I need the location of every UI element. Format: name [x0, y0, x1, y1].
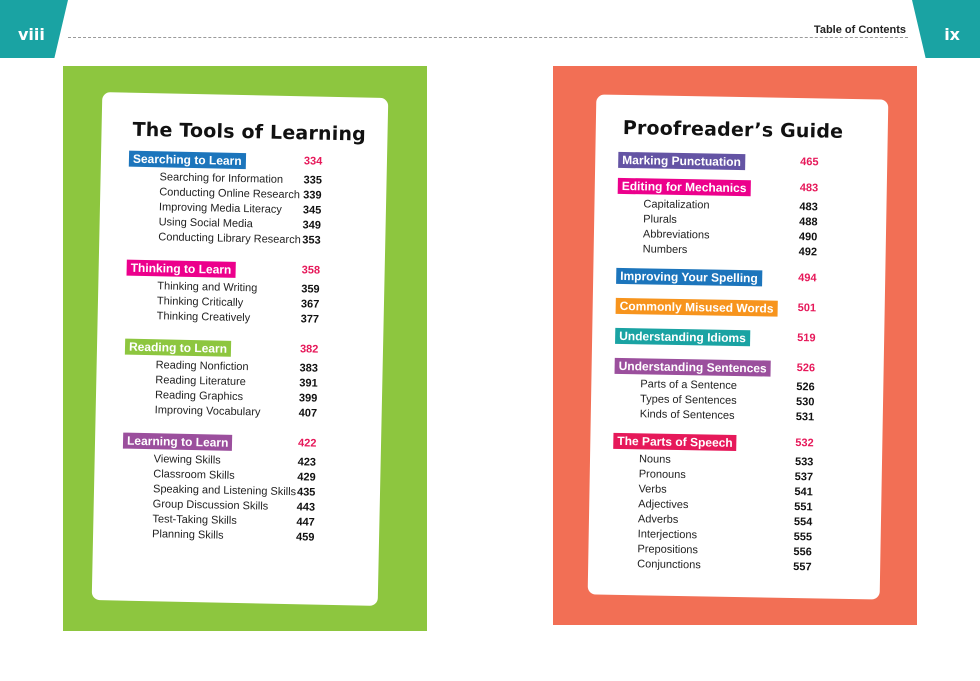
section-page-number: 526	[796, 362, 816, 375]
entry-title: Interjections	[637, 528, 698, 542]
entry-page-number: 551	[794, 501, 813, 514]
section-heading	[127, 260, 367, 281]
entry-page-number: 345	[302, 204, 322, 217]
section-page-number: 494	[798, 272, 817, 285]
entry-page-number: 377	[300, 313, 320, 326]
entry-page-number: 490	[798, 231, 818, 244]
entry-title: Numbers	[642, 243, 688, 257]
entry-page-number: 556	[793, 545, 812, 559]
section-heading	[618, 178, 858, 198]
entry-page-number: 483	[799, 201, 818, 214]
entry-page-number: 530	[795, 396, 815, 409]
entry-page-number: 537	[794, 471, 814, 484]
section-heading	[613, 433, 853, 453]
header-rule	[68, 37, 908, 38]
entry-title: Conducting Library Research	[158, 231, 301, 247]
entry-title: Viewing Skills	[153, 453, 221, 467]
section-entry-list	[121, 452, 363, 547]
entry-page-number: 526	[796, 381, 815, 394]
left-page-number: viii	[18, 25, 45, 44]
toc-entry	[614, 407, 854, 426]
section-heading	[618, 152, 858, 172]
entry-title: Pronouns	[638, 468, 686, 482]
entry-page-number: 335	[303, 174, 323, 187]
entry-page-number: 339	[303, 189, 322, 202]
section-entry-list	[618, 171, 858, 175]
entry-title: Group Discussion Skills	[152, 498, 269, 513]
section-learning-to-learn	[121, 433, 363, 547]
toc-entry	[611, 557, 851, 576]
section-label: Thinking to Learn	[127, 260, 236, 278]
section-heading	[615, 358, 855, 378]
entry-title: Conjunctions	[637, 558, 701, 572]
section-searching-to-learn	[127, 151, 369, 250]
section-understanding-sentences	[614, 358, 855, 426]
entry-title: Searching for Information	[159, 171, 284, 186]
section-entry-list	[127, 170, 369, 250]
entry-page-number: 443	[296, 501, 316, 514]
entry-page-number: 391	[299, 377, 318, 390]
entry-title: Reading Nonfiction	[155, 359, 249, 374]
section-heading	[615, 328, 855, 348]
section-heading	[125, 339, 365, 360]
entry-title: Classroom Skills	[153, 468, 235, 482]
section-entry-list	[611, 452, 853, 576]
entry-page-number: 349	[302, 219, 322, 232]
entry-title: Using Social Media	[158, 216, 253, 231]
section-page-number: 519	[797, 332, 816, 345]
section-editing-for-mechanics	[617, 178, 858, 261]
entry-title: Kinds of Sentences	[639, 408, 735, 422]
section-heading	[616, 298, 856, 318]
section-entry-list	[616, 317, 856, 321]
section-entry-list	[615, 347, 855, 351]
entry-title: Thinking Creatively	[156, 310, 251, 325]
entry-page-number: 429	[297, 471, 316, 484]
entry-title: Conducting Online Research	[159, 186, 300, 202]
entry-title: Thinking and Writing	[157, 280, 258, 295]
entry-page-number: 359	[301, 283, 320, 296]
entry-page-number: 531	[795, 411, 815, 424]
tools-of-learning-card	[92, 92, 389, 606]
section-entry-list	[124, 358, 365, 423]
section-page-number: 532	[795, 437, 814, 450]
entry-title: Plurals	[643, 213, 677, 226]
section-understanding-idioms	[615, 328, 855, 351]
running-head: Table of Contents	[813, 24, 906, 36]
entry-title: Adjectives	[638, 498, 689, 512]
entry-title: Planning Skills	[151, 528, 224, 542]
section-label: Searching to Learn	[129, 151, 246, 169]
section-improving-your-spelling	[616, 268, 856, 291]
entry-title: Nouns	[638, 453, 671, 466]
entry-page-number: 557	[793, 560, 812, 574]
entry-title: Reading Graphics	[154, 389, 244, 404]
card-title: The Tools of Learning	[132, 118, 367, 146]
entry-page-number: 423	[297, 456, 317, 469]
entry-title: Test-Taking Skills	[152, 513, 237, 527]
section-label: Improving Your Spelling	[616, 268, 762, 287]
section-label: Understanding Idioms	[615, 328, 750, 346]
entry-title: Parts of a Sentence	[640, 378, 738, 392]
section-page-number: 483	[799, 182, 819, 195]
entry-page-number: 492	[798, 246, 818, 259]
entry-title: Improving Media Literacy	[158, 201, 282, 216]
entry-title: Types of Sentences	[639, 393, 737, 407]
section-page-number: 334	[303, 155, 323, 168]
section-the-parts-of-speech	[611, 433, 853, 576]
entry-page-number: 554	[793, 516, 813, 529]
entry-title: Prepositions	[637, 543, 699, 557]
card-title: Proofreader’s Guide	[622, 116, 844, 143]
entry-page-number: 435	[296, 486, 316, 499]
entry-page-number: 459	[295, 531, 315, 544]
section-page-number: 465	[800, 156, 819, 169]
section-label: Understanding Sentences	[615, 358, 771, 377]
entry-page-number: 353	[302, 234, 321, 247]
section-label: Editing for Mechanics	[618, 178, 751, 196]
entry-page-number: 367	[300, 298, 320, 311]
section-thinking-to-learn	[126, 260, 367, 329]
section-marking-punctuation	[618, 152, 858, 175]
section-label: Learning to Learn	[123, 433, 233, 451]
entry-page-number: 533	[794, 456, 814, 469]
section-entry-list	[616, 287, 856, 291]
entry-page-number: 399	[298, 392, 318, 405]
entry-title: Reading Literature	[155, 374, 246, 389]
entry-title: Improving Vocabulary	[154, 404, 261, 419]
entry-page-number: 447	[296, 516, 315, 529]
section-page-number: 358	[301, 264, 321, 277]
toc-entry	[617, 242, 857, 261]
section-label: The Parts of Speech	[613, 433, 737, 451]
entry-page-number: 555	[793, 531, 813, 544]
section-label: Marking Punctuation	[618, 152, 745, 170]
entry-title: Abbreviations	[642, 228, 710, 242]
section-label: Reading to Learn	[125, 339, 231, 357]
section-entry-list	[126, 279, 367, 329]
proofreaders-guide-card	[588, 94, 889, 599]
entry-page-number: 488	[799, 216, 818, 229]
section-heading	[123, 433, 363, 454]
section-heading	[129, 151, 369, 172]
section-page-number: 382	[299, 343, 319, 356]
section-entry-list	[617, 197, 858, 261]
entry-title: Thinking Critically	[156, 295, 244, 310]
section-label: Commonly Misused Words	[616, 298, 778, 317]
section-reading-to-learn	[124, 339, 366, 423]
section-page-number: 422	[297, 437, 317, 450]
entry-title: Verbs	[638, 483, 667, 496]
entry-page-number: 541	[794, 486, 813, 499]
right-page-number: ix	[944, 25, 960, 44]
entry-title: Capitalization	[643, 198, 710, 212]
section-entry-list	[614, 377, 855, 426]
entry-page-number: 383	[299, 362, 319, 375]
section-commonly-misused-words	[616, 298, 856, 321]
entry-page-number: 407	[298, 407, 318, 420]
section-heading	[616, 268, 856, 288]
entry-title: Adverbs	[637, 513, 679, 526]
entry-title: Speaking and Listening Skills	[152, 483, 297, 499]
section-page-number: 501	[797, 302, 817, 315]
